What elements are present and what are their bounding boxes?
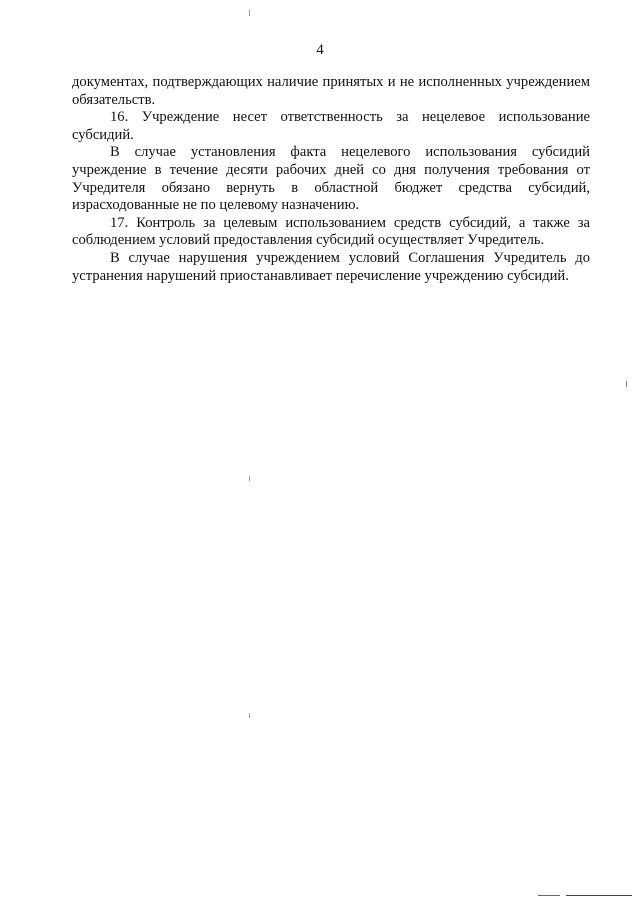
scan-mark — [249, 713, 250, 718]
paragraph-violation-suspension: В случае нарушения учреждением условий Соглашения Учредитель до устранения нарушений приостанавливает перечисление учреждению субсидий. — [72, 249, 590, 284]
paragraph-misuse-refund: В случае установления факта нецелевого использования субсидий учреждение в течение десяти рабочих дней со дня получения требования от Учредителя обязано вернуть в областной бюджет средства субсидий, израсходованные не по целевому назначению. — [72, 144, 590, 214]
scan-mark — [626, 381, 627, 387]
paragraph-clause-16: 16. Учреждение несет ответственность за нецелевое использование субсидий. — [72, 109, 590, 143]
page-number: 4 — [316, 42, 324, 58]
scan-edge-line — [566, 895, 632, 896]
scan-edge-line — [538, 895, 560, 896]
scan-mark — [249, 476, 250, 481]
scan-mark — [249, 10, 250, 16]
document-body — [72, 74, 590, 285]
paragraph-continuation: документах, подтверждающих наличие принятых и не исполненных учреждением обязательств. — [72, 74, 590, 108]
paragraph-clause-17: 17. Контроль за целевым использованием средств субсидий, а также за соблюдением условий предоставления субсидий осуществляет Учредитель. — [72, 214, 590, 249]
